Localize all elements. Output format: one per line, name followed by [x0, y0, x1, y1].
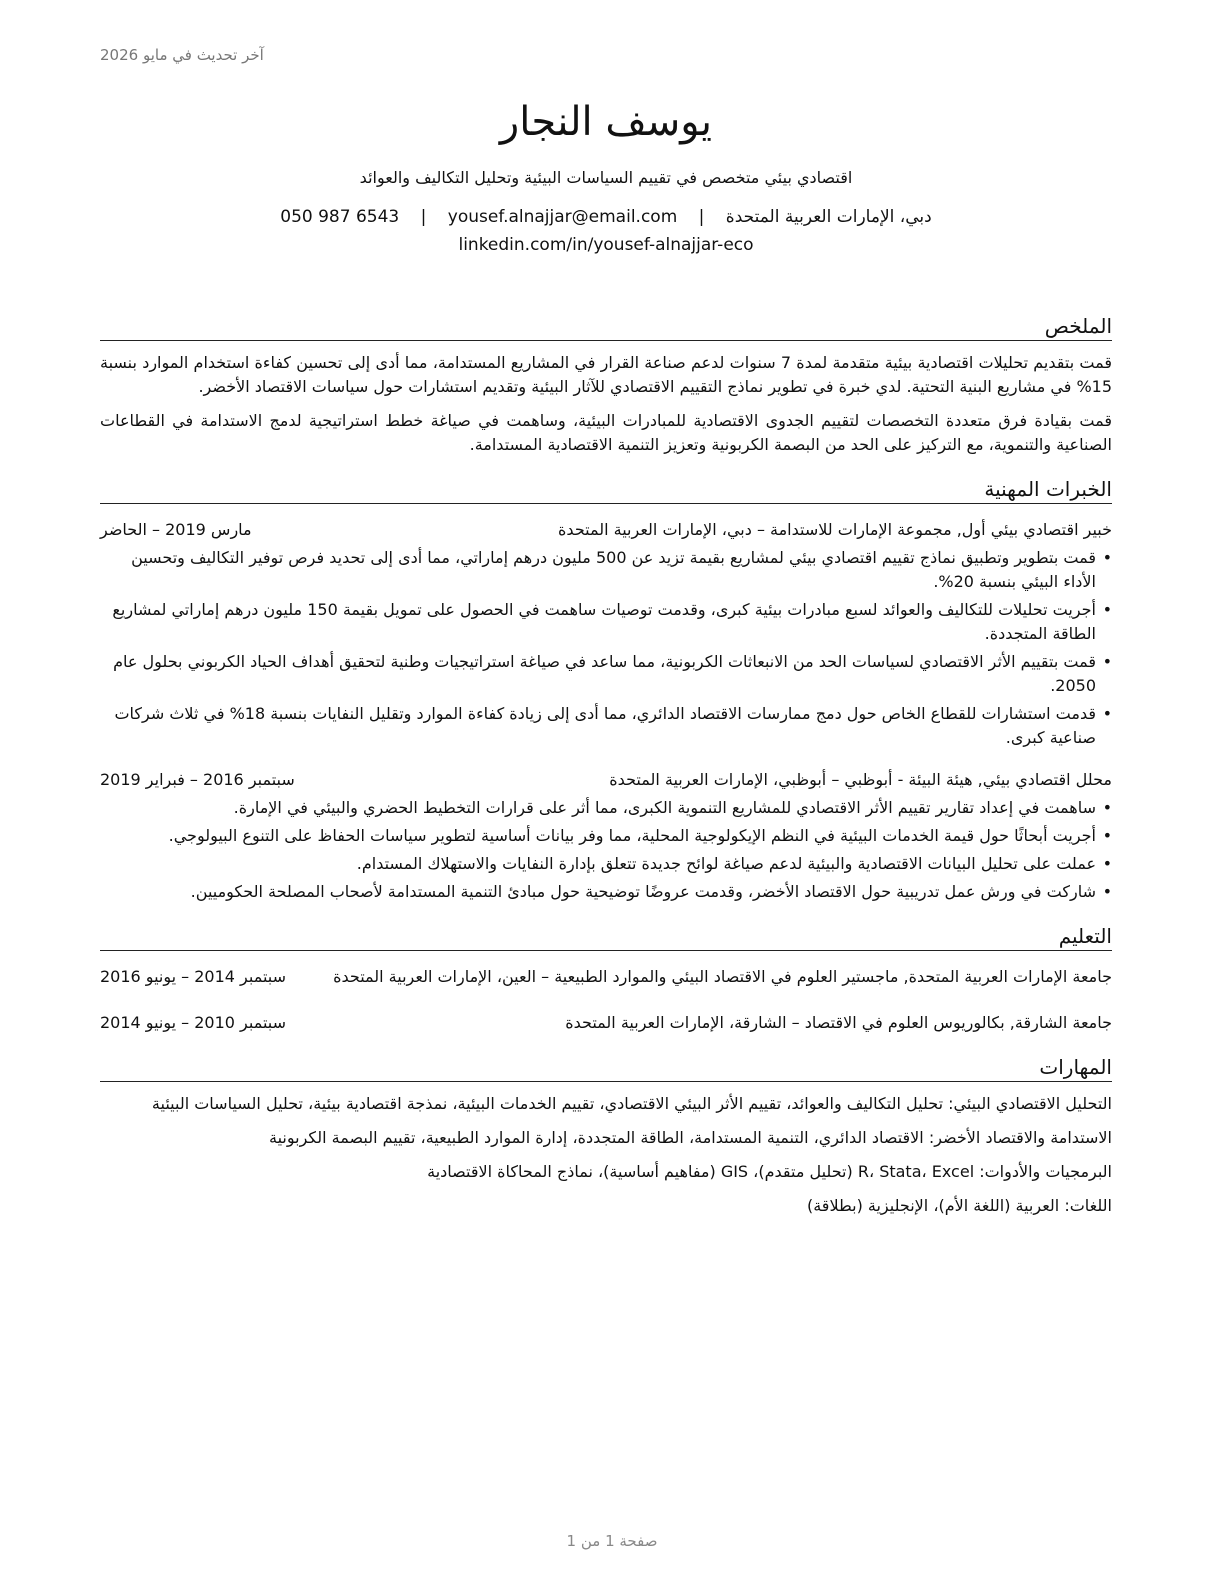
- contact-phone: 050 987 6543: [280, 207, 400, 227]
- job-bullets: [100, 796, 1112, 904]
- education-entry: [100, 965, 1112, 989]
- page-number: صفحة 1 من 1: [566, 1532, 658, 1550]
- job-entry: [100, 768, 1112, 904]
- contact-separator: |: [420, 207, 427, 227]
- education-text: جامعة الشارقة, بكالوريوس العلوم في الاقتصاد – الشارقة، الإمارات العربية المتحدة: [565, 1013, 1112, 1032]
- candidate-name: يوسف النجار: [499, 99, 713, 145]
- contact-line: [100, 207, 1112, 227]
- resume-header: [100, 92, 1112, 255]
- job-bullet: • أجريت أبحاثًا حول قيمة الخدمات البيئية في النظم الإيكولوجية المحلية، مما وفر بيانات أساسية لتطوير سياسات الحفاظ على التنوع البيولوجي.: [100, 824, 1112, 848]
- job-bullet: • عملت على تحليل البيانات الاقتصادية والبيئية لدعم صياغة لوائح جديدة تتعلق بإدارة النفايات والاستهلاك المستدام.: [100, 852, 1112, 876]
- job-bullet: • ساهمت في إعداد تقارير تقييم الأثر الاقتصادي للمشاريع التنموية الكبرى، مما أثر على قرارات التخطيط الحضري والبيئي في الإمارة.: [100, 796, 1112, 820]
- education-dates: سبتمبر 2014 – يونيو 2016: [100, 967, 287, 986]
- education-entry: [100, 1011, 1112, 1035]
- skill-line: البرمجيات والأدوات: R، Stata، Excel (تحليل متقدم)، GIS (مفاهيم أساسية)، نماذج المحاكاة الاقتصادية: [427, 1162, 1112, 1181]
- job-role-org: محلل اقتصادي بيئي, هيئة البيئة - أبوظبي – أبوظبي، الإمارات العربية المتحدة: [609, 770, 1112, 789]
- experience-section: [100, 475, 1112, 904]
- job-bullet: • قمت بتطوير وتطبيق نماذج تقييم اقتصادي بيئي لمشاريع بقيمة تزيد عن 500 مليون درهم إماراتي، مما أدى إلى تحديد فرص توفير التكاليف وتحسين الأداء البيئي بنسبة 20%.: [100, 546, 1112, 594]
- summary-paragraph: قمت بتقديم تحليلات اقتصادية بيئية متقدمة لمدة 7 سنوات لدعم صناعة القرار في المشاريع المستدامة، مما أدى إلى تحسين كفاءة استخدام الموارد بنسبة 15% في مشاريع البنية التحتية. لدي خبرة في تطوير نماذج التقييم الاقتصادي للآثار البيئية وتقديم استشارات حول سياسات الاقتصاد الأخضر.: [100, 353, 1113, 396]
- job-dates: سبتمبر 2016 – فبراير 2019: [100, 770, 295, 789]
- education-dates: سبتمبر 2010 – يونيو 2014: [100, 1013, 287, 1032]
- job-bullet: • شاركت في ورش عمل تدريبية حول الاقتصاد الأخضر، وقدمت عروضًا توضيحية حول مبادئ التنمية المستدامة لأصحاب المصلحة الحكوميين.: [100, 880, 1112, 904]
- resume-body: [100, 312, 1112, 1218]
- summary-paragraph: قمت بقيادة فرق متعددة التخصصات لتقييم الجدوى الاقتصادية للمبادرات البيئية، وساهمت في صياغة خطط استراتيجية لدمج الاستدامة في القطاعات الصناعية والتنموية، مع التركيز على الحد من البصمة الكربونية وتعزيز التنمية الاقتصادية المستدامة.: [100, 411, 1112, 454]
- job-header: [100, 518, 1112, 542]
- contact-separator: |: [698, 207, 705, 227]
- education-section: [100, 922, 1112, 1035]
- job-dates: مارس 2019 – الحاضر: [100, 520, 252, 539]
- job-bullet: • قدمت استشارات للقطاع الخاص حول دمج ممارسات الاقتصاد الدائري، مما أدى إلى زيادة كفاءة الموارد وتقليل النفايات بنسبة 18% في ثلاث شركات صناعية كبرى.: [100, 702, 1112, 750]
- skill-line: اللغات: العربية (اللغة الأم)، الإنجليزية (بطلاقة): [806, 1196, 1112, 1215]
- section-title-skills: المهارات: [100, 1053, 1112, 1082]
- skill-line: التحليل الاقتصادي البيئي: تحليل التكاليف والعوائد، تقييم الأثر البيئي الاقتصادي، تقييم الخدمات البيئية، نمذجة اقتصادية بيئية، تحليل السياسات البيئية: [151, 1094, 1112, 1113]
- contact-location: دبي، الإمارات العربية المتحدة: [725, 207, 932, 227]
- skill-line: الاستدامة والاقتصاد الأخضر: الاقتصاد الدائري، التنمية المستدامة، الطاقة المتجددة، إدارة الموارد الطبيعية، تقييم البصمة الكربونية: [269, 1128, 1112, 1147]
- section-title-education: التعليم: [100, 922, 1112, 951]
- skills-section: [100, 1053, 1112, 1218]
- job-bullet: • قمت بتقييم الأثر الاقتصادي لسياسات الحد من الانبعاثات الكربونية، مما ساعد في صياغة استراتيجيات وطنية لتحقيق أهداف الحياد الكربوني بحلول عام 2050.: [100, 650, 1112, 698]
- education-text: جامعة الإمارات العربية المتحدة, ماجستير العلوم في الاقتصاد البيئي والموارد الطبيعية – العين، الإمارات العربية المتحدة: [333, 967, 1112, 986]
- section-title-summary: الملخص: [100, 312, 1112, 341]
- job-bullets: [100, 546, 1112, 750]
- summary-section: [100, 312, 1112, 457]
- section-title-experience: الخبرات المهنية: [100, 475, 1112, 504]
- candidate-tagline: اقتصادي بيئي متخصص في تقييم السياسات البيئية وتحليل التكاليف والعوائد: [359, 168, 853, 187]
- contact-linkedin[interactable]: linkedin.com/in/yousef-alnajjar-eco: [458, 235, 754, 255]
- job-entry: [100, 518, 1112, 750]
- last-updated-note: آخر تحديث في مايو 2026: [100, 46, 264, 64]
- contact-email[interactable]: yousef.alnajjar@email.com: [447, 207, 678, 227]
- job-role-org: خبير اقتصادي بيئي أول, مجموعة الإمارات للاستدامة – دبي، الإمارات العربية المتحدة: [558, 520, 1112, 539]
- job-header: [100, 768, 1112, 792]
- job-bullet: • أجريت تحليلات للتكاليف والعوائد لسبع مبادرات بيئية كبرى، وقدمت توصيات ساهمت في الحصول على تمويل بقيمة 150 مليون درهم إماراتي لمشاريع الطاقة المتجددة.: [100, 598, 1112, 646]
